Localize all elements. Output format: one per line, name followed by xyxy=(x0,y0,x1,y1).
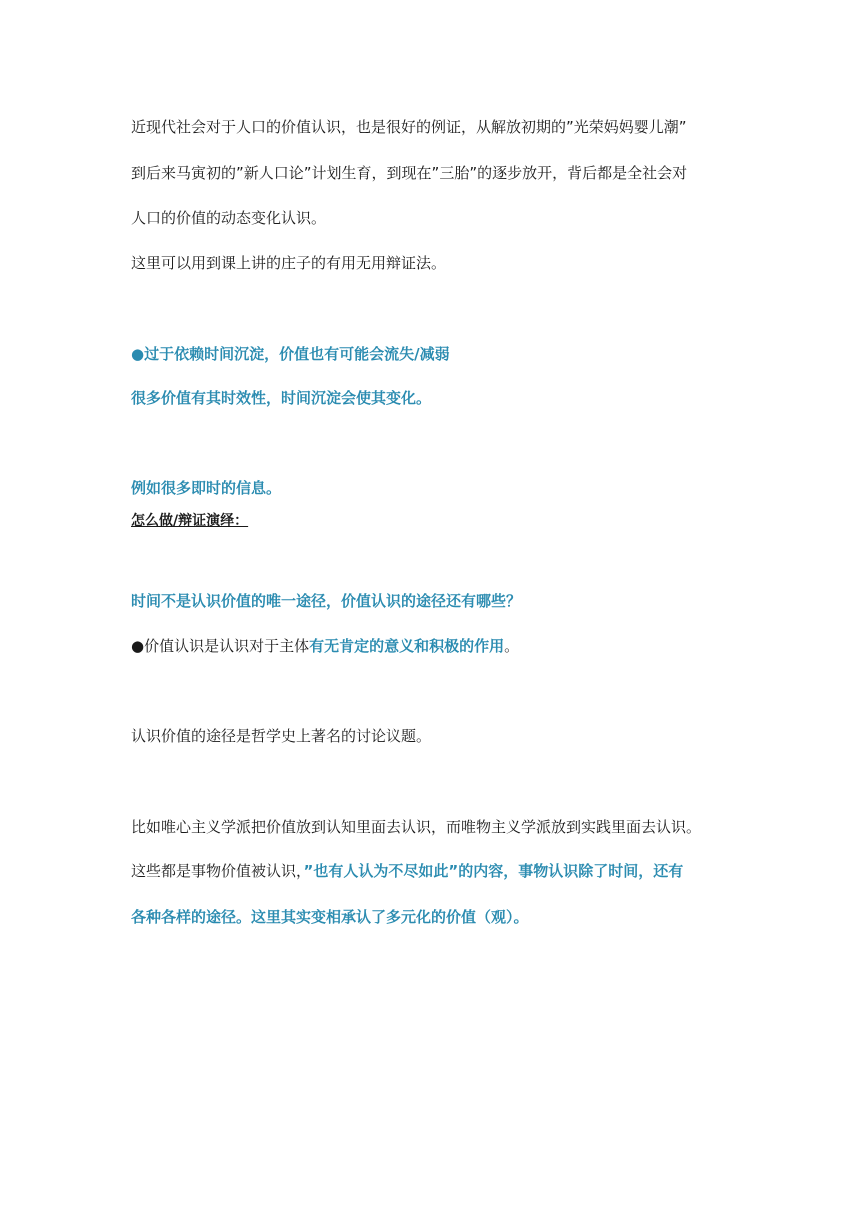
paragraph-conclusion-line2: 各种各样的途径。这里其实变相承认了多元化的价值（观）。 xyxy=(131,908,529,926)
conclusion-plain: 这些都是事物价值被认识， xyxy=(131,862,304,880)
conclusion-accent: ”也有人认为不尽如此”的内容，事物认识除了时间，还有 xyxy=(303,862,684,880)
value-definition-end: 。 xyxy=(504,637,520,655)
paragraph-population-line3: 人口的价值的动态变化认识。 xyxy=(131,209,327,227)
paragraph-population-line1: 近现代社会对于人口的价值认识，也是很好的例证，从解放初期的”光荣妈妈婴儿潮” xyxy=(131,118,687,136)
paragraph-schools: 比如唯心主义学派把价值放到认知里面去认识，而唯物主义学派放到实践里面去认识。 xyxy=(131,818,702,836)
value-definition-plain: ●价值认识是认识对于主体 xyxy=(131,637,310,655)
howto-label: 怎么做/辩证演绎： xyxy=(131,513,249,529)
heading-time-reliance: ●过于依赖时间沉淀，价值也有可能会流失/减弱 xyxy=(131,345,450,363)
question-other-paths: 时间不是认识价值的唯一途径，价值认识的途径还有哪些？ xyxy=(131,592,522,610)
paragraph-value-definition xyxy=(131,636,519,656)
value-definition-accent: 有无肯定的意义和积极的作用 xyxy=(309,637,505,655)
subtext-timeliness: 很多价值有其时效性，时间沉淀会使其变化。 xyxy=(131,389,432,407)
subtext-example: 例如很多即时的信息。 xyxy=(131,479,282,497)
paragraph-zhuangzi: 这里可以用到课上讲的庄子的有用无用辩证法。 xyxy=(131,254,447,272)
paragraph-conclusion-line1 xyxy=(131,861,683,881)
paragraph-philosophy-topic: 认识价值的途径是哲学史上著名的讨论议题。 xyxy=(131,727,432,745)
paragraph-population-line2: 到后来马寅初的”新人口论”计划生育，到现在”三胎”的逐步放开，背后都是全社会对 xyxy=(131,164,688,182)
